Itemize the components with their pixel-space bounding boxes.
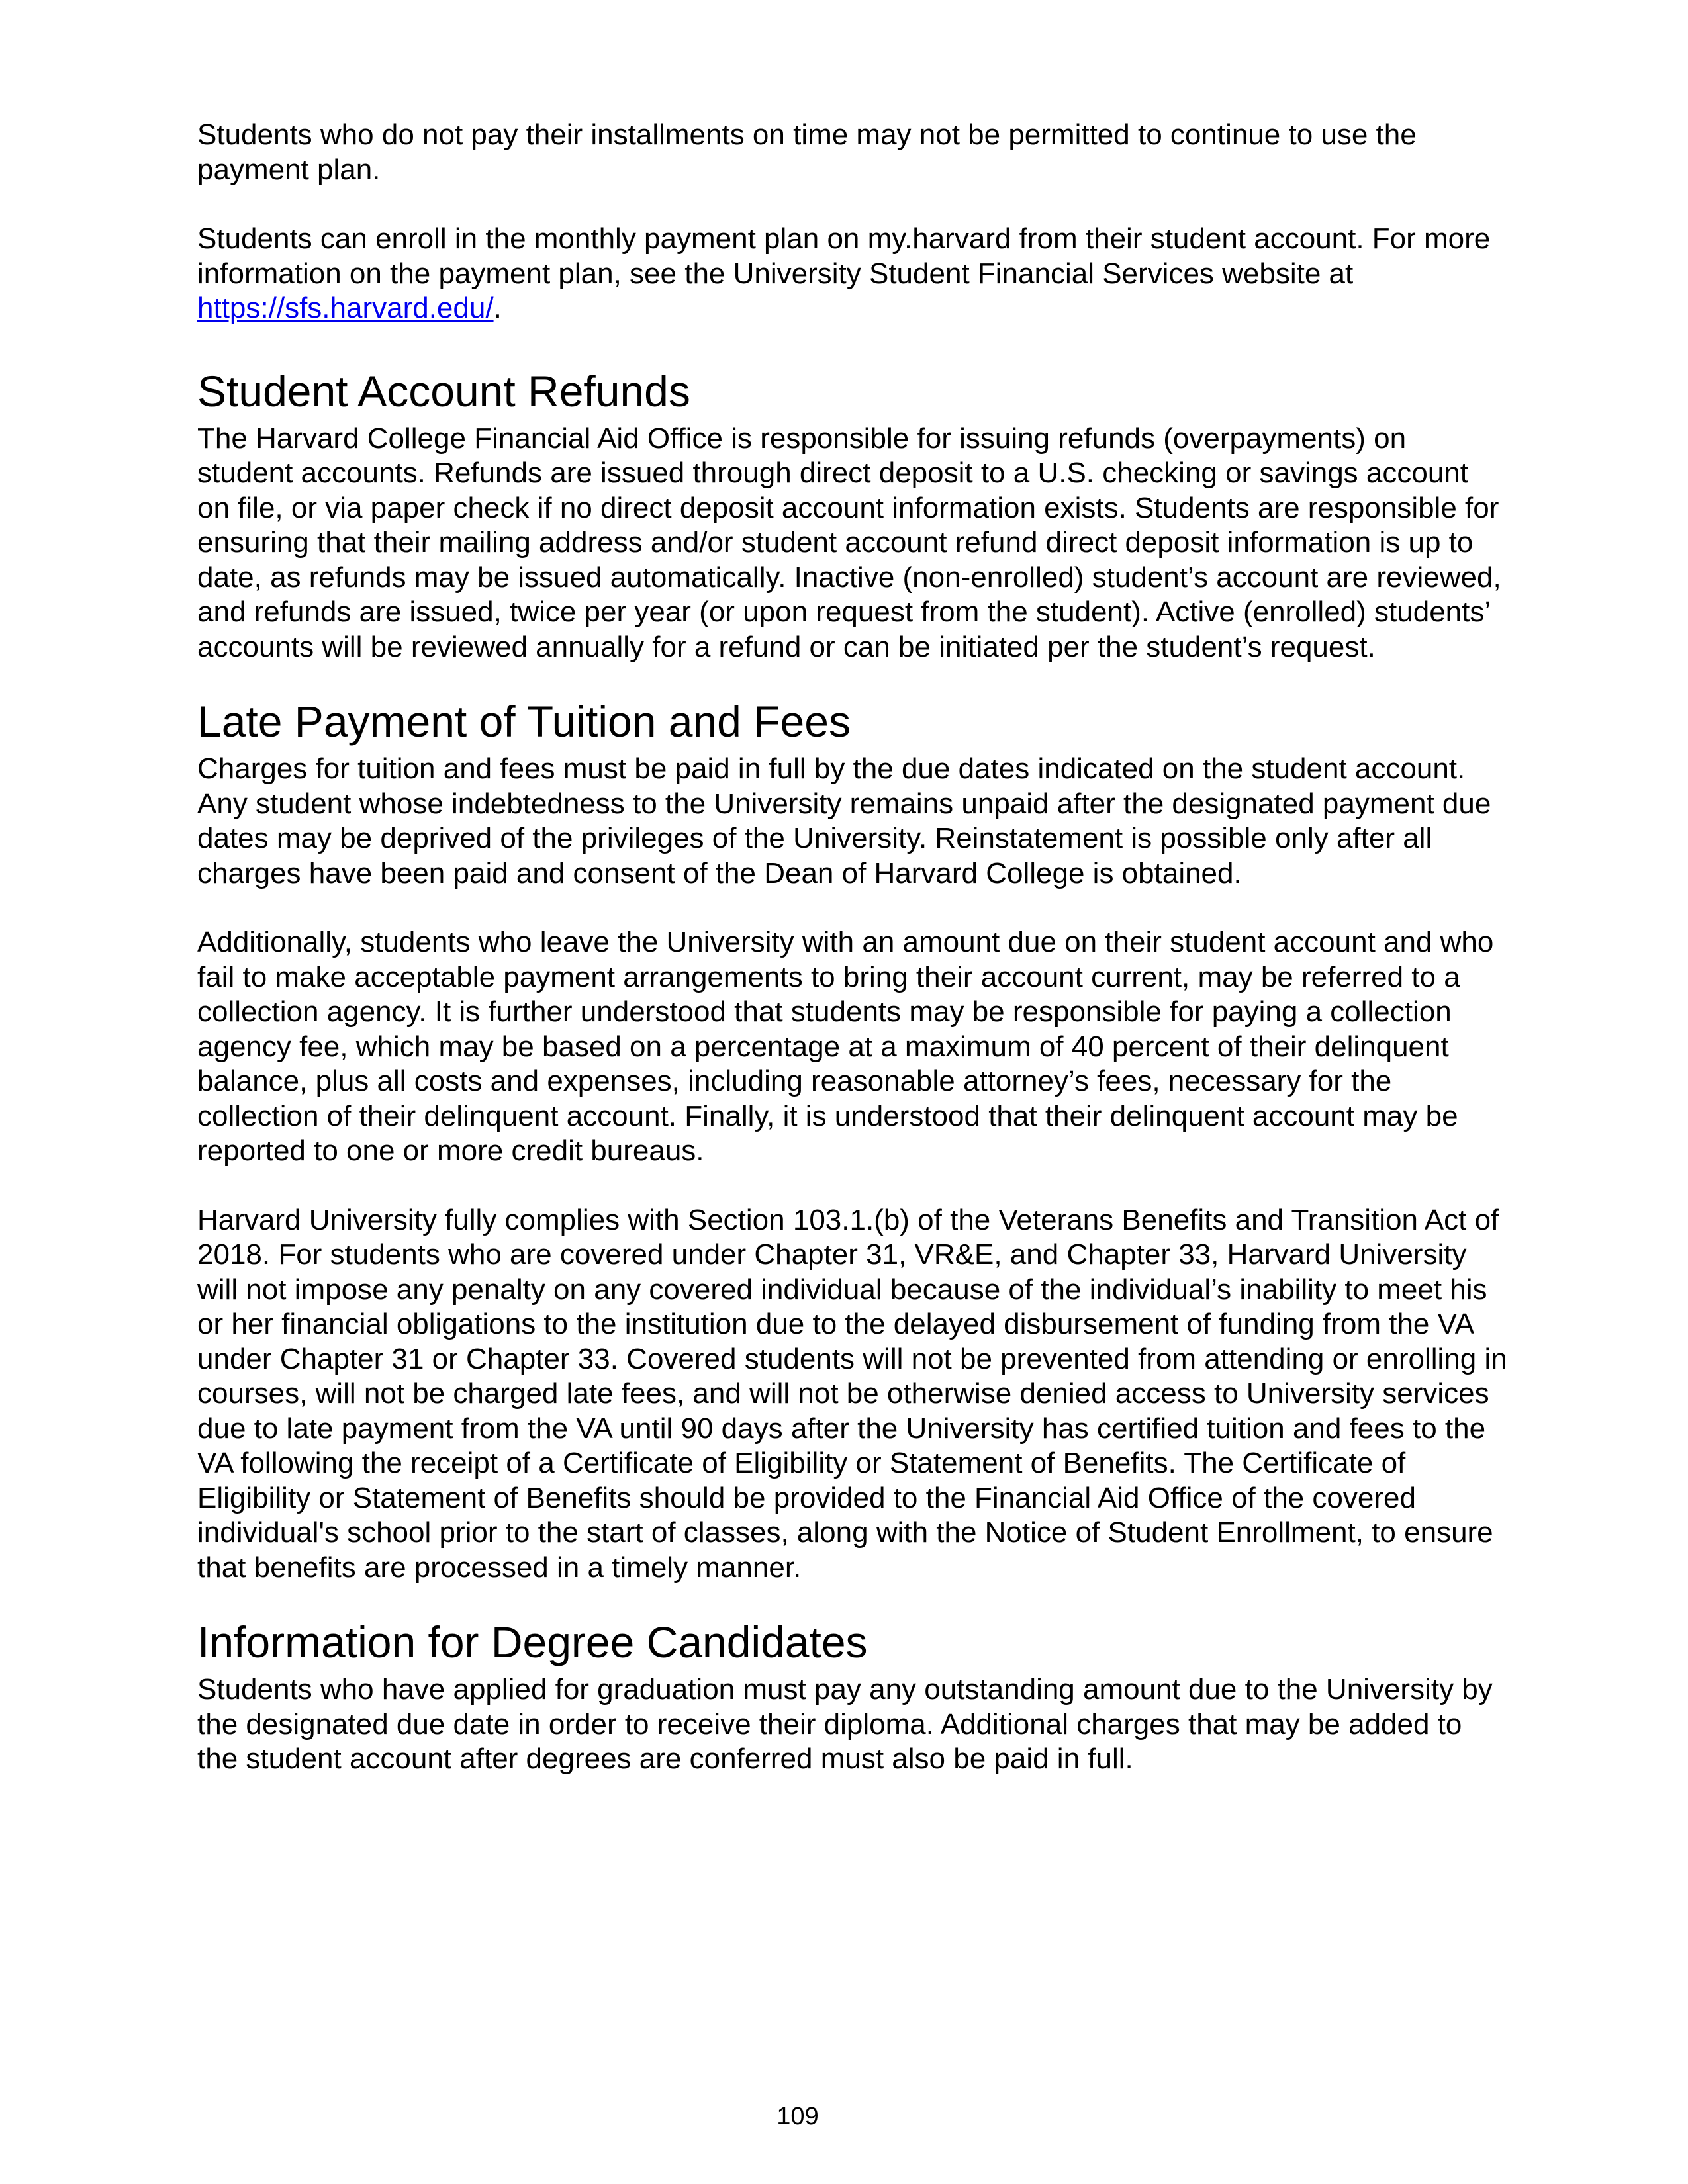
late-payment-paragraph-1: Charges for tuition and fees must be paid in full by the due dates indicated on the student account. Any student whose indebtedness to the University remains unpaid after the designated payment due dates may be deprived of the privileges of the University. Reinstatement is possible only after all charges have been paid and consent of the Dean of Harvard College is obtained. — [197, 752, 1491, 889]
veterans-benefits-paragraph: Harvard University fully complies with Section 103.1.(b) of the Veterans Benefits and Transition Act of 2018. For students who are covered under Chapter 31, VR&E, and Chapter 33, Harvard University will not impose any penalty on any covered individual because of the individual’s inability to meet his or her financial obligations to the institution due to the delayed disbursement of funding from the VA under Chapter 31 or Chapter 33. Covered students will not be prevented from attending or enrolling in courses, will not be charged late fees, and will not be otherwise denied access to University services due to late payment from the VA until 90 days after the University has certified tuition and fees to the VA following the receipt of a Certificate of Eligibility or Statement of Benefits. The Certificate of Eligibility or Statement of Benefits should be provided to the Financial Aid Office of the covered individual's school prior to the start of classes, along with the Notice of Student Enrollment, to ensure that benefits are processed in a timely manner. — [197, 1203, 1507, 1584]
page-number: 109 — [776, 2103, 819, 2130]
payment-plan-paragraph-2 — [197, 222, 1508, 326]
payment-plan-paragraph-2-end: . — [493, 292, 502, 324]
document-page — [197, 118, 1508, 1777]
refunds-paragraph: The Harvard College Financial Aid Office is responsible for issuing refunds (overpayments) on student accounts. Refunds are issued through direct deposit to a U.S. checking or savings account on file, or via paper check if no direct deposit account information exists. Students are responsible for ensuring that their mailing address and/or student account refund direct deposit information is up to date, as refunds may be issued automatically. Inactive (non-enrolled) student’s account are reviewed, and refunds are issued, twice per year (or upon request from the student). Active (enrolled) students’ accounts will be reviewed annually for a refund or can be initiated per the student’s request. — [197, 422, 1501, 663]
degree-candidates-paragraph: Students who have applied for graduation must pay any outstanding amount due to the University by the designated due date in order to receive their diploma. Additional charges that may be added to the student account after degrees are conferred must also be paid in full. — [197, 1673, 1493, 1775]
payment-plan-paragraph-2-text: Students can enroll in the monthly payment plan on my.harvard from their student account. For more information on the payment plan, see the University Student Financial Services website at — [197, 222, 1491, 290]
late-payment-paragraph-2: Additionally, students who leave the University with an amount due on their student account and who fail to make acceptable payment arrangements to bring their account current, may be referred to a collection agency. It is further understood that students may be responsible for paying a collection agency fee, which may be based on a percentage at a maximum of 40 percent of their delinquent balance, plus all costs and expenses, including reasonable attorney’s fees, necessary for the collection of their delinquent account. Finally, it is understood that their delinquent account may be reported to one or more credit bureaus. — [197, 926, 1494, 1167]
student-account-refunds-heading: Student Account Refunds — [197, 366, 690, 416]
late-payment-heading: Late Payment of Tuition and Fees — [197, 697, 851, 746]
degree-candidates-heading: Information for Degree Candidates — [197, 1617, 868, 1666]
payment-plan-paragraph-1: Students who do not pay their installments on time may not be permitted to continue to use the payment plan. — [197, 118, 1417, 186]
sfs-website-link[interactable]: https://sfs.harvard.edu/ — [197, 292, 494, 324]
